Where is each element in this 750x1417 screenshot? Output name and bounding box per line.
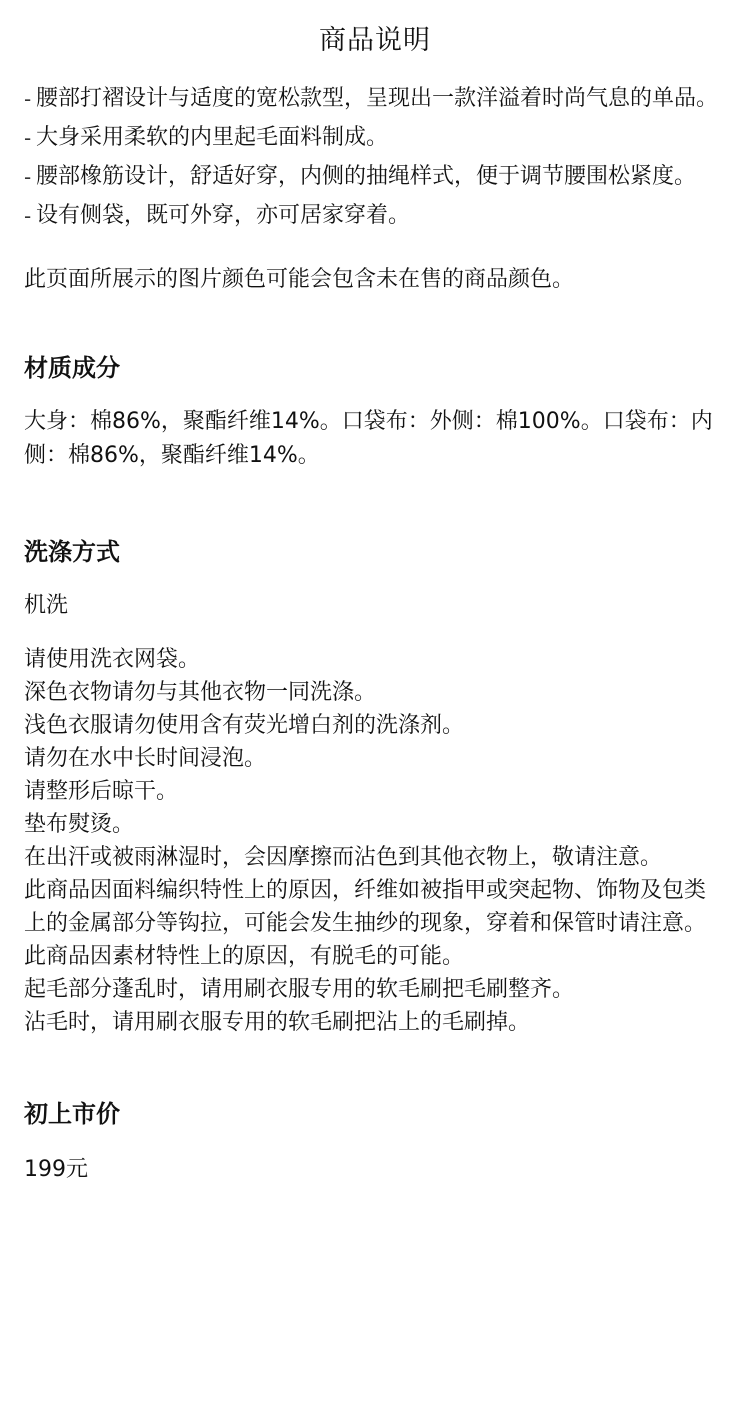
care-instruction: 请整形后晾干。 bbox=[24, 779, 179, 804]
description-item bbox=[24, 160, 726, 194]
care-instruction: 垫布熨烫。 bbox=[24, 812, 135, 837]
care-instruction: 在出汗或被雨淋湿时，会因摩擦而沾色到其他衣物上，敬请注意。 bbox=[24, 845, 663, 870]
description-text: 腰部橡筋设计，舒适好穿，内侧的抽绳样式，便于调节腰围松紧度。 bbox=[36, 164, 697, 189]
care-instruction: 沾毛时，请用刷衣服专用的软毛刷把沾上的毛刷掉。 bbox=[24, 1010, 531, 1035]
care-instruction: 深色衣物请勿与其他衣物一同洗涤。 bbox=[24, 680, 377, 705]
price-heading: 初上市价 bbox=[24, 1100, 120, 1128]
care-instruction: 浅色衣服请勿使用含有荧光增白剂的洗涤剂。 bbox=[24, 713, 465, 738]
description-item bbox=[24, 199, 726, 233]
page-title: 商品说明 bbox=[319, 25, 431, 56]
dash-bullet: - bbox=[24, 87, 32, 111]
dash-bullet: - bbox=[24, 165, 32, 189]
material-composition: 大身：棉86%，聚酯纤维14%。口袋布：外侧：棉100%。口袋布：内侧：棉86%，聚酯纤维14%。 bbox=[24, 409, 713, 468]
description-text: 设有侧袋，既可外穿，亦可居家穿着。 bbox=[36, 203, 411, 228]
dash-bullet: - bbox=[24, 126, 32, 150]
color-note: 此页面所展示的图片颜色可能会包含未在售的商品颜色。 bbox=[24, 267, 575, 292]
launch-price: 199元 bbox=[24, 1157, 88, 1182]
washing-method: 机洗 bbox=[24, 593, 69, 618]
dash-bullet: - bbox=[24, 204, 32, 228]
care-instruction: 此商品因面料编织特性上的原因，纤维如被指甲或突起物、饰物及包类上的金属部分等钩拉，可能会发生抽纱的现象，穿着和保管时请注意。 bbox=[24, 878, 707, 936]
care-instruction: 此商品因素材特性上的原因，有脱毛的可能。 bbox=[24, 944, 465, 969]
description-item bbox=[24, 82, 726, 116]
care-instructions-list bbox=[24, 643, 726, 1039]
care-instruction: 起毛部分蓬乱时，请用刷衣服专用的软毛刷把毛刷整齐。 bbox=[24, 977, 575, 1002]
material-heading: 材质成分 bbox=[24, 354, 120, 382]
description-text: 腰部打褶设计与适度的宽松款型，呈现出一款洋溢着时尚气息的单品。 bbox=[36, 86, 719, 111]
description-text: 大身采用柔软的内里起毛面料制成。 bbox=[36, 125, 389, 150]
care-instruction: 请使用洗衣网袋。 bbox=[24, 647, 201, 672]
washing-heading: 洗涤方式 bbox=[24, 538, 120, 566]
description-item bbox=[24, 121, 726, 155]
description-list bbox=[24, 82, 726, 233]
care-instruction: 请勿在水中长时间浸泡。 bbox=[24, 746, 267, 771]
